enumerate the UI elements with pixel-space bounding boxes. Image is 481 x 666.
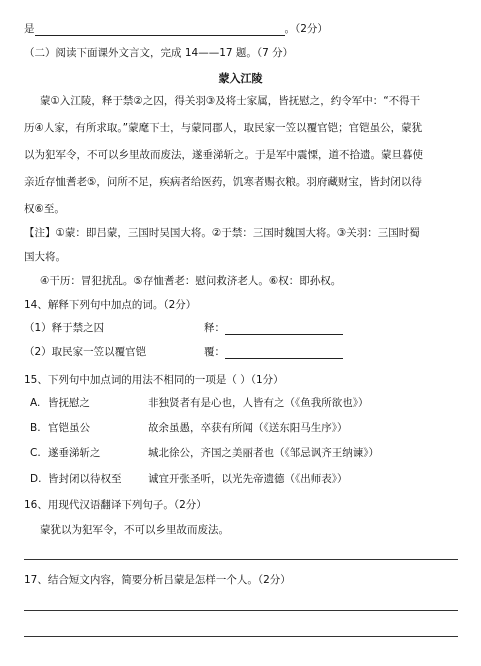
- q14-item-sentence: （1）释于禁之囚: [24, 322, 105, 334]
- q17-answer-line[interactable]: [24, 610, 458, 611]
- note-line: ④干历：冒犯扰乱。⑤存恤耆老：慰问救济老人。⑥权：即孙权。: [40, 275, 342, 287]
- passage-line: 亲近存恤耆老⑤，问所不足，疾病者给医药，饥寒者赐衣粮。羽府藏财宝，皆封闭以待: [24, 176, 422, 188]
- passage-line: 历④人家，有所求取。”蒙麾下士，与蒙同郡人，取民家一笠以覆官铠；官铠虽公，蒙犹: [24, 122, 423, 134]
- note-line: 国大将。: [24, 251, 66, 263]
- q14-item-2-answer: [204, 345, 343, 359]
- q14-answer-blank[interactable]: [225, 347, 343, 359]
- q14-answer-blank[interactable]: [225, 323, 343, 335]
- q16-stem: 16、用现代汉语翻译下列句子。（2分）: [24, 499, 207, 511]
- q14-item-1: [24, 321, 104, 335]
- q17-stem: 17、结合短文内容，简要分析吕蒙是怎样一个人。（2分）: [24, 574, 291, 586]
- q15-option-left: 遂垂涕斩之: [48, 447, 101, 459]
- passage-line: 权⑥至。: [24, 203, 65, 215]
- note-line: 【注】①蒙：即吕蒙，三国时吴国大将。②于禁：三国时魏国大将。③关羽：三国时蜀: [24, 227, 420, 239]
- previous-answer-blank[interactable]: [35, 24, 285, 36]
- q17-answer-line[interactable]: [24, 636, 458, 637]
- q15-option-right: 故余虽愚，卒获有所闻（《送东阳马生序》）: [148, 422, 348, 434]
- q15-option-letter[interactable]: D.: [30, 473, 42, 485]
- q14-item-sentence: （2）取民家一笠以覆官铠: [24, 346, 147, 358]
- section-heading: （二）阅读下面课外文言文，完成 14——17 题。（7 分）: [24, 47, 294, 59]
- q15-option-right: 非独贤者有是心也，人皆有之（《鱼我所欲也》）: [148, 397, 369, 409]
- previous-answer-suffix: 。（2分）: [284, 23, 328, 35]
- q15-option-letter[interactable]: B.: [30, 422, 41, 434]
- q14-stem: 14、解释下列句中加点的词。（2分）: [24, 299, 197, 311]
- q15-option-left: 皆封闭以待权至: [48, 473, 122, 485]
- q14-item-label: 释：: [204, 322, 225, 334]
- q16-answer-line[interactable]: [24, 559, 458, 560]
- q15-option-letter[interactable]: A.: [30, 397, 41, 409]
- q15-option-left: 皆抚慰之: [48, 397, 90, 409]
- q16-sentence: 蒙犹以为犯军令，不可以乡里故而废法。: [40, 524, 229, 536]
- q15-option-left: 官铠虽公: [48, 422, 90, 434]
- q15-option-right: 诚宜开张圣听，以光先帝遗德（《出师表》）: [148, 473, 348, 485]
- previous-answer-line: [24, 22, 328, 36]
- passage-line: 蒙①入江陵，释于禁②之囚，得关羽③及将士家属，皆抚慰之，约令军中：“不得干: [40, 95, 421, 107]
- q14-item-1-answer: [204, 321, 343, 335]
- passage-line: 以为犯军令，不可以乡里故而废法，遂垂涕斩之。于是军中震慄，道不拾遗。蒙旦暮使: [24, 149, 423, 161]
- q14-item-2: [24, 345, 146, 359]
- q15-stem: 15、下列句中加点词的用法不相同的一项是（ ）（1分）: [24, 374, 284, 386]
- passage-title: 蒙入江陵: [218, 72, 263, 85]
- q15-option-letter[interactable]: C.: [30, 447, 41, 459]
- q15-option-right: 城北徐公，齐国之美丽者也（《邹忌讽齐王纳谏》）: [148, 447, 379, 459]
- q14-item-label: 覆：: [204, 346, 225, 358]
- previous-answer-prefix: 是: [24, 23, 35, 35]
